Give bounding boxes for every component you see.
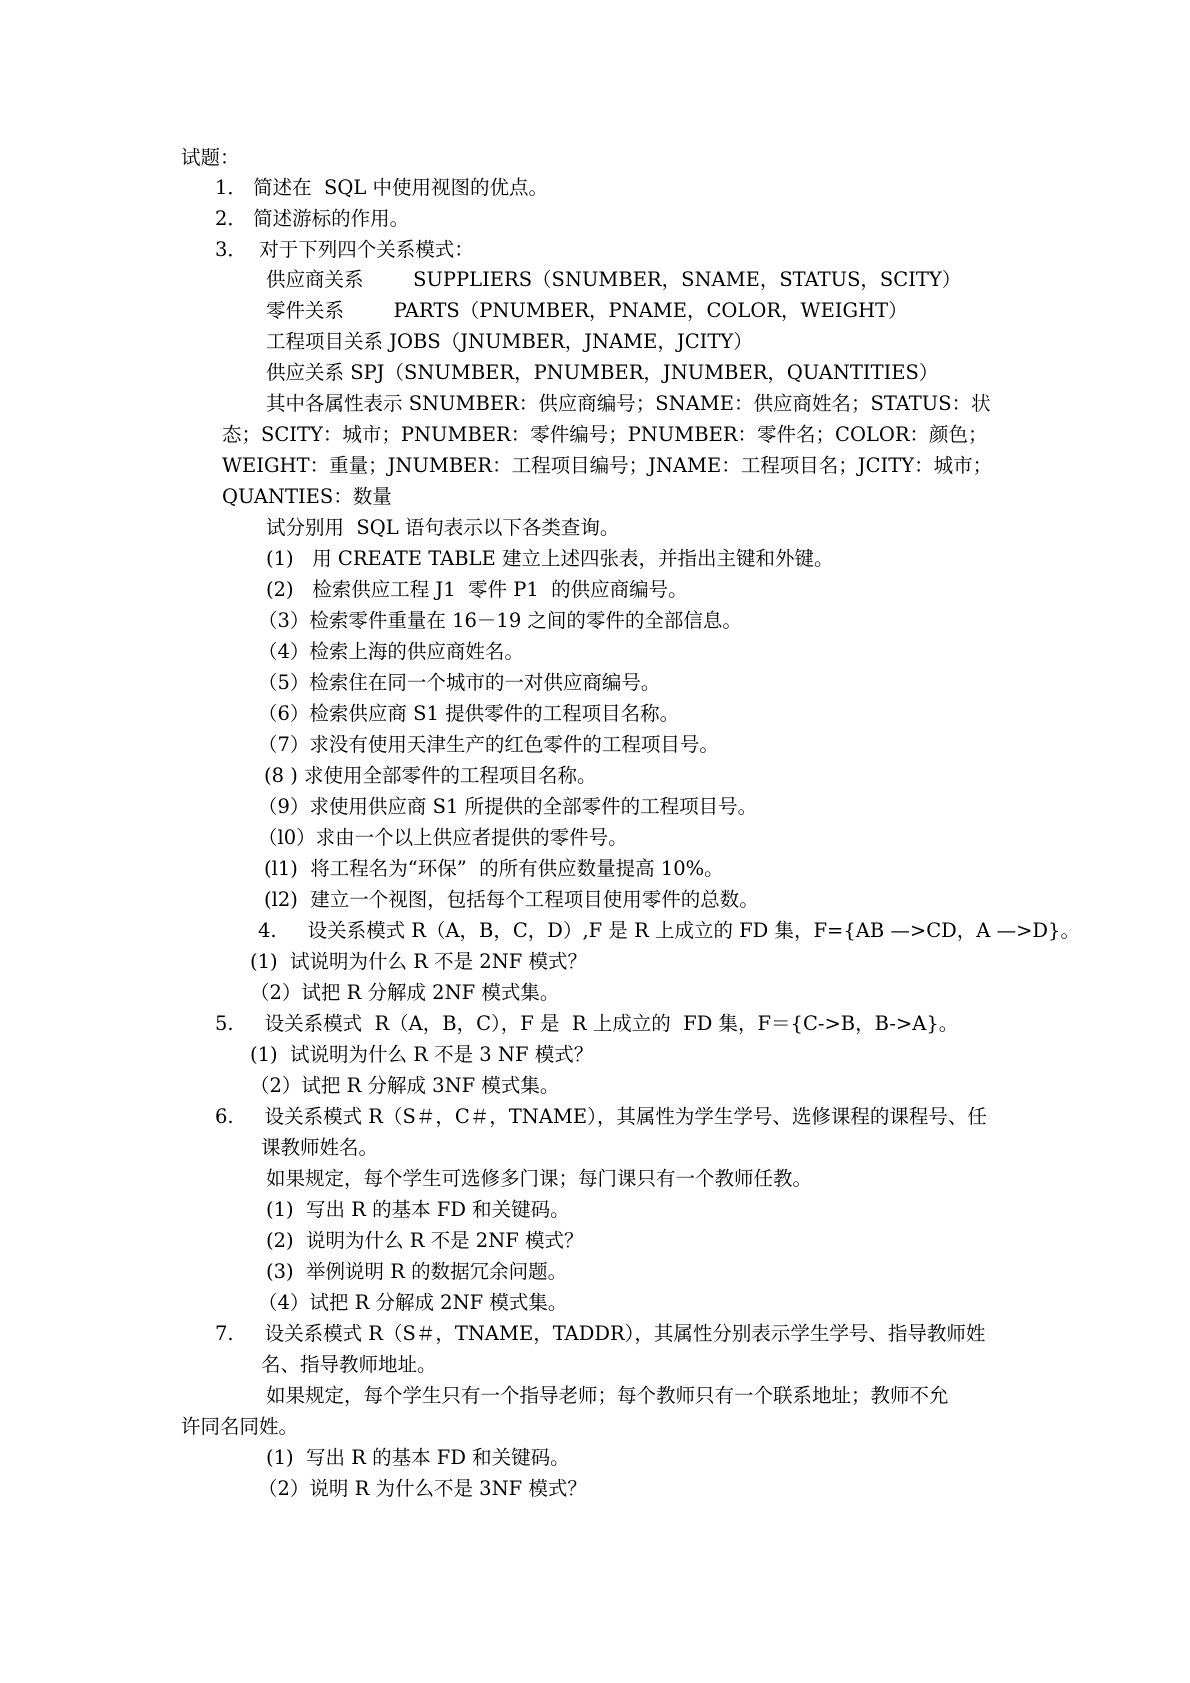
query-item: (8 ) 求使用全部零件的工程项目名称。 (264, 764, 597, 787)
question-5: 5. 设关系模式 R（A，B，C），F 是 R 上成立的 FD 集，F＝{C->B，B->A}。 (215, 1012, 959, 1035)
question-4: 4. 设关系模式 R（A，B，C，D）,F 是 R 上成立的 FD 集，F={AB —>CD，A —>D}。 (258, 919, 1080, 942)
query-item: （5）检索住在同一个城市的一对供应商编号。 (258, 671, 661, 694)
schema-spj: 供应关系 SPJ（SNUMBER，PNUMBER，JNUMBER，QUANTITIES） (266, 361, 939, 384)
query-intro: 试分别用 SQL 语句表示以下各类查询。 (266, 516, 620, 539)
question-6-rule: 如果规定，每个学生可选修多门课；每门课只有一个教师任教。 (266, 1167, 813, 1190)
question-6: 6. 设关系模式 R（S＃，C＃，TNAME），其属性为学生学号、选修课程的课程号、任 (215, 1105, 987, 1128)
query-item: （9）求使用供应商 S1 所提供的全部零件的工程项目号。 (258, 795, 758, 818)
sub-question: （2）说明 R 为什么不是 3NF 模式？ (258, 1477, 587, 1500)
query-item: （6）检索供应商 S1 提供零件的工程项目名称。 (258, 702, 680, 725)
attribute-desc-line: WEIGHT：重量；JNUMBER：工程项目编号；JNAME：工程项目名；JCITY：城市； (222, 454, 993, 477)
sub-question: (3) 举例说明 R 的数据冗余问题。 (266, 1260, 568, 1283)
question-7-cont: 名、指导教师地址。 (261, 1353, 437, 1376)
query-item: (l1) 将工程名为“环保” 的所有供应数量提高 10%。 (264, 857, 724, 880)
sub-question: (2) 说明为什么 R 不是 2NF 模式？ (266, 1229, 584, 1252)
attribute-desc-line: QUANTIES：数量 (222, 485, 392, 508)
schema-jobs: 工程项目关系 JOBS（JNUMBER，JNAME，JCITY） (266, 330, 753, 353)
query-item: (1) 用 CREATE TABLE 建立上述四张表，并指出主键和外键。 (266, 547, 834, 570)
question-2: 2． 简述游标的作用。 (215, 207, 410, 230)
sub-question: （4）试把 R 分解成 2NF 模式集。 (258, 1291, 568, 1314)
attribute-desc-line: 其中各属性表示 SNUMBER：供应商编号；SNAME：供应商姓名；STATUS：状 (266, 392, 991, 415)
query-item: (2) 检索供应工程 J1 零件 P1 的供应商编号。 (266, 578, 688, 601)
schema-suppliers: 供应商关系 SUPPLIERS（SNUMBER，SNAME，STATUS，SCITY） (266, 268, 962, 291)
query-item: （4）检索上海的供应商姓名。 (258, 640, 524, 663)
question-1: 1． 简述在 SQL 中使用视图的优点。 (215, 176, 548, 199)
sub-question: (1) 试说明为什么 R 不是 3 NF 模式？ (250, 1043, 594, 1066)
query-item: (l2) 建立一个视图，包括每个工程项目使用零件的总数。 (264, 888, 759, 911)
query-item: （7）求没有使用天津生产的红色零件的工程项目号。 (258, 733, 719, 756)
heading-label: 试题： (181, 146, 240, 169)
sub-question: (1) 写出 R 的基本 FD 和关键码。 (266, 1198, 570, 1221)
question-7-rule: 如果规定，每个学生只有一个指导老师；每个教师只有一个联系地址；教师不允 (266, 1384, 949, 1407)
question-7-rule-cont: 许同名同姓。 (181, 1415, 299, 1438)
question-6-cont: 课教师姓名。 (261, 1136, 379, 1159)
question-3: 3． 对于下列四个关系模式： (215, 238, 474, 261)
sub-question: （2）试把 R 分解成 3NF 模式集。 (250, 1074, 560, 1097)
attribute-desc-line: 态；SCITY：城市；PNUMBER：零件编号；PNUMBER：零件名；COLOR：颜色； (222, 423, 988, 446)
sub-question: (1) 试说明为什么 R 不是 2NF 模式？ (250, 950, 587, 973)
sub-question: (1) 写出 R 的基本 FD 和关键码。 (266, 1446, 570, 1469)
query-item: （3）检索零件重量在 16－19 之间的零件的全部信息。 (258, 609, 742, 632)
query-item: （l0）求由一个以上供应者提供的零件号。 (258, 826, 628, 849)
sub-question: （2）试把 R 分解成 2NF 模式集。 (250, 981, 560, 1004)
question-7: 7. 设关系模式 R（S＃，TNAME，TADDR），其属性分别表示学生学号、指导教师姓 (215, 1322, 986, 1345)
schema-parts: 零件关系 PARTS（PNUMBER，PNAME，COLOR，WEIGHT） (266, 299, 908, 322)
